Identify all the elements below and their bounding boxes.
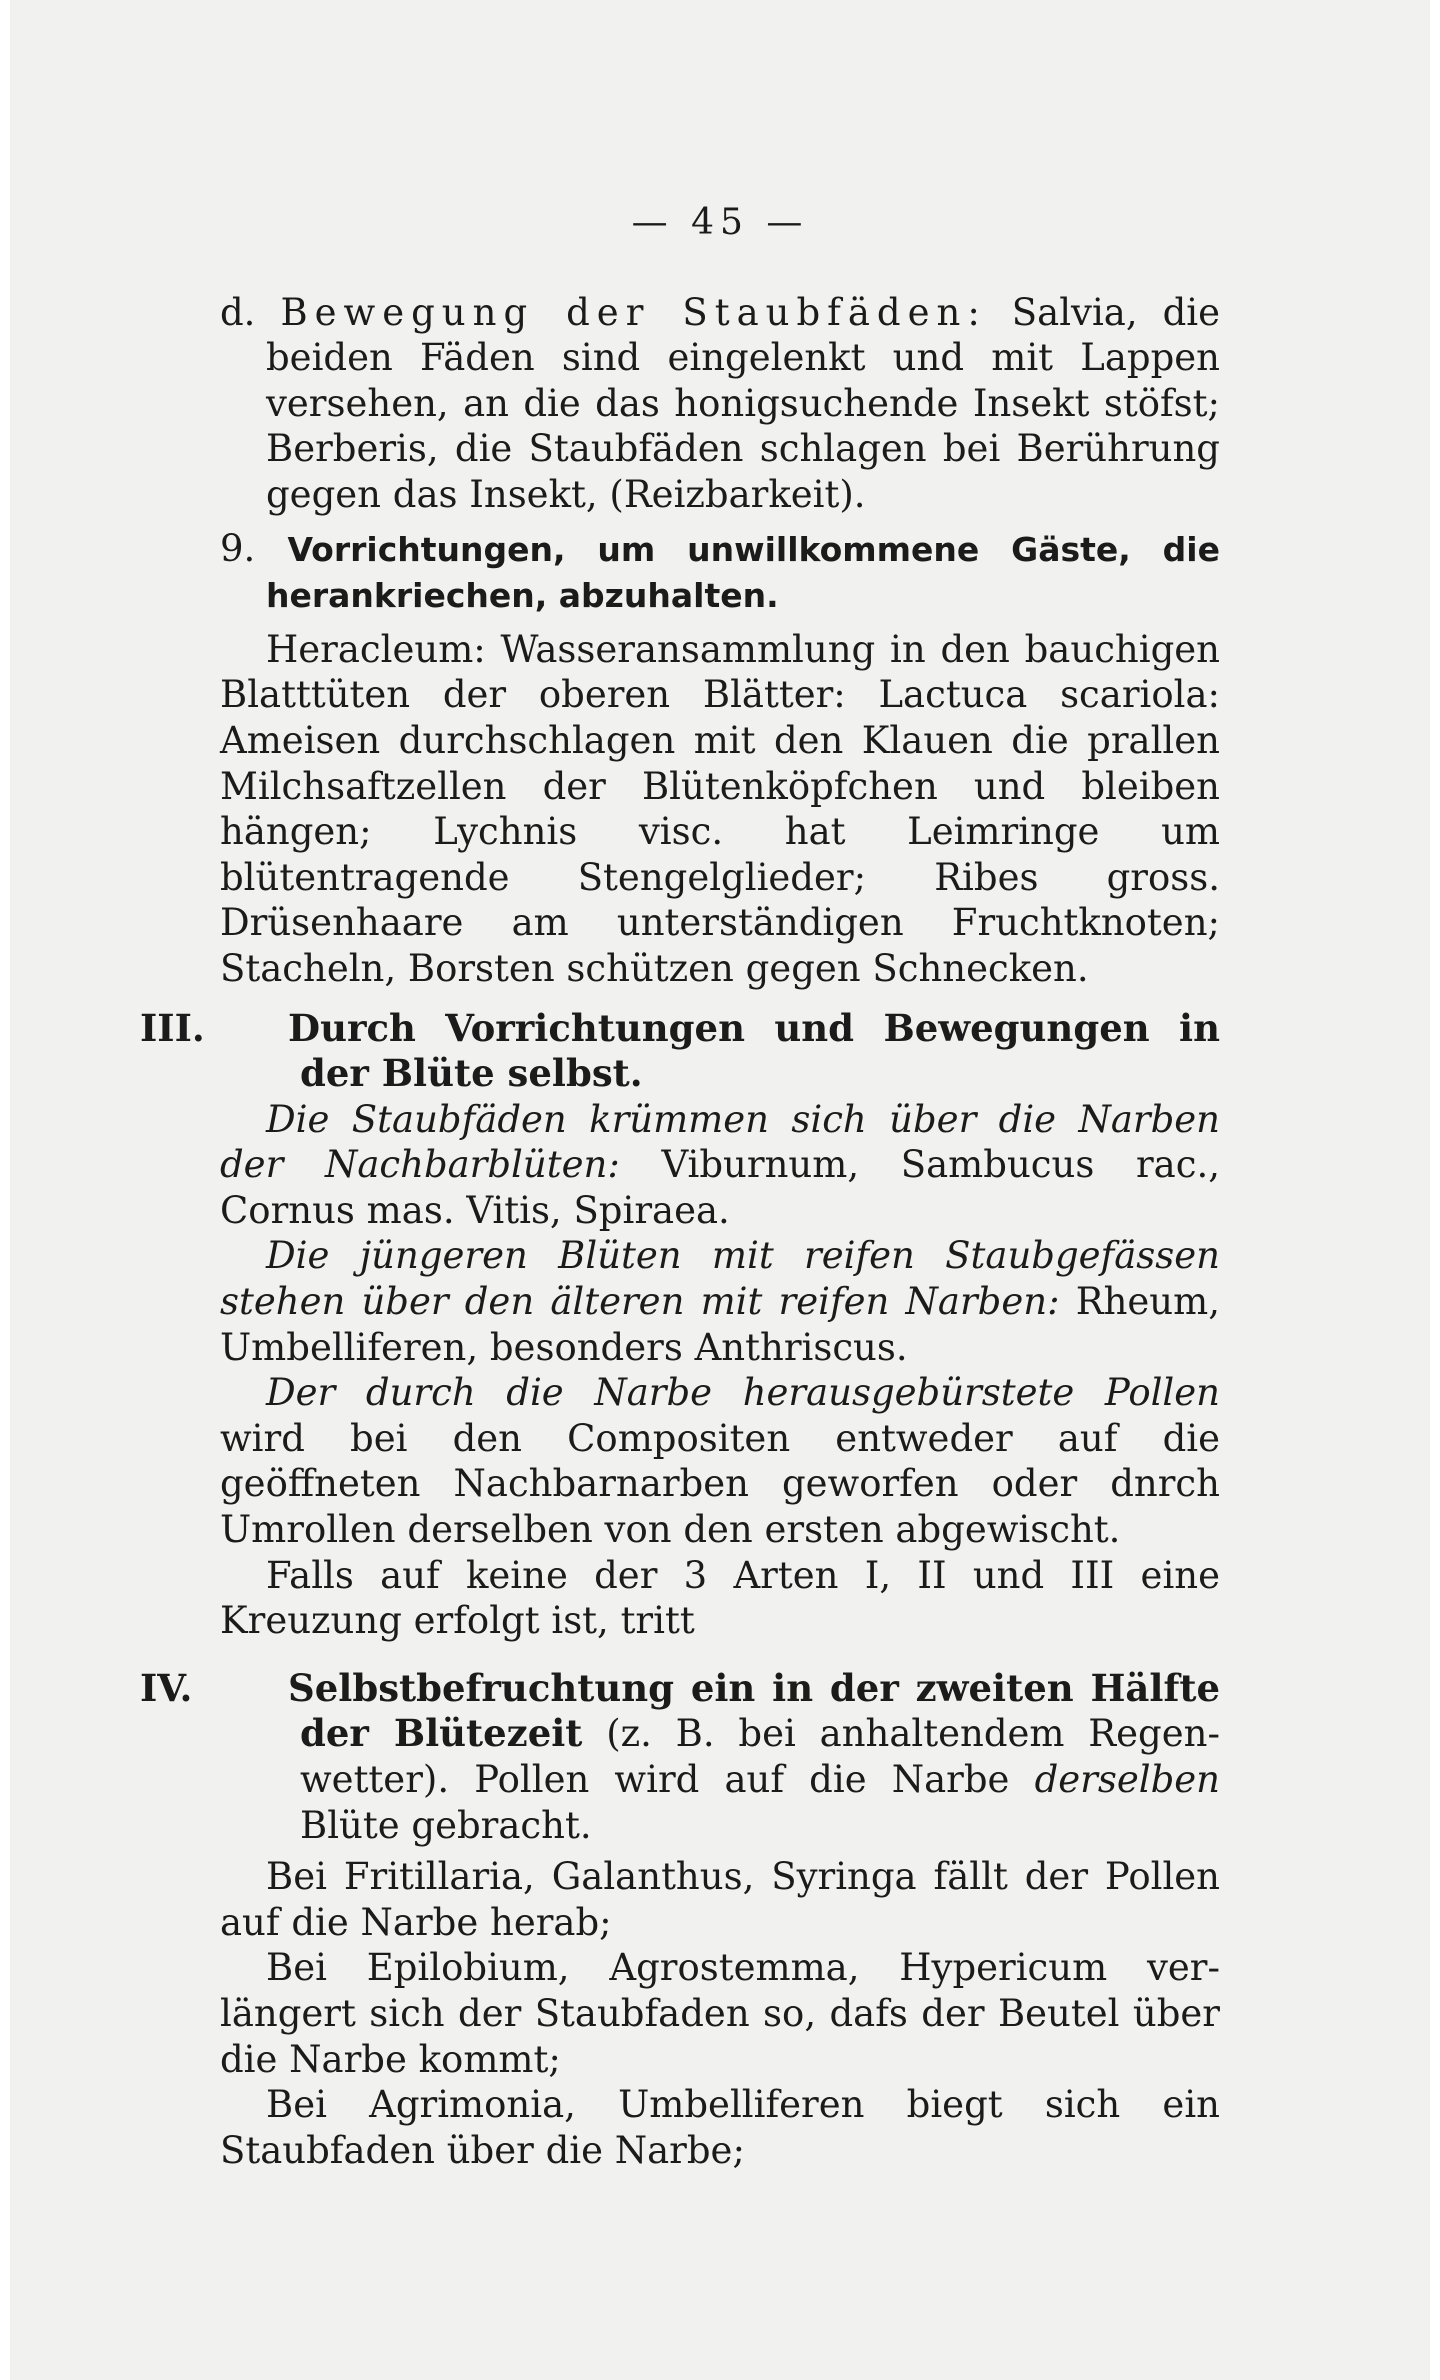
section-9-heading-line	[220, 526, 1220, 619]
section-3-numeral: III.	[140, 1005, 205, 1050]
section-4-text-b: Blüte gebracht.	[300, 1803, 592, 1847]
section-3-paragraph-4: Falls auf keine der 3 Arten I, II und III eine Kreuzung erfolgt ist, tritt	[220, 1553, 1220, 1643]
section-3-p2-text: Rheum, Umbelliferen, besonders Anthriscus.	[220, 1280, 1220, 1369]
section-4-heading-line	[140, 1665, 1220, 1848]
section-3-p2-italic: Die jüngeren Blüten mit reifen Staubgefässen stehen über den älteren mit reifen Narben:	[220, 1234, 1220, 1324]
section-3-heading: Durch Vorrichtungen und Bewegungen in der Blüte selbst.	[288, 1005, 1220, 1096]
page	[10, 0, 1430, 2380]
section-9-text: Heracleum: Wasseransammlung in den bauchigen Blatttüten der oberen Blätter: Lactuca scariola: Ameisen durchschlagen mit den Klauen die prallen Milchsaftzellen der Blütenköpfchen und bleiben hängen; Lychnis visc. hat Leimringe um blütentragende Stengelglieder; Ribes gross. Drüsenhaare am unterständigen Fruchtknoten; Stacheln, Borsten schützen gegen Schnecken.	[220, 627, 1220, 990]
section-3-paragraph-2	[220, 1233, 1220, 1370]
section-3-p1-italic: Die Staubfäden krümmen sich über die Narben der Nachbarblüten:	[220, 1097, 1220, 1187]
section-4-heading: Selbstbefruchtung ein in der zweiten Hälfte der Blütezeit	[288, 1665, 1220, 1756]
text-block	[140, 200, 1220, 2173]
section-3-paragraph-1	[220, 1097, 1220, 1234]
section-4-text-a: (z. B. bei anhaltendem Regenwetter). Pollen wird auf die Narbe	[300, 1712, 1220, 1801]
section-3-p1-text: Viburnum, Sambucus rac., Cornus mas. Vitis, Spiraea.	[220, 1143, 1220, 1232]
section-9-heading: Vorrichtungen, um unwillkommene Gäste, die herankriechen, abzuhalten.	[266, 529, 1220, 616]
section-d-text: Salvia, die beiden Fäden sind eingelenkt und mit Lappen versehen, an die das honigsuchende Insekt stöfst; Berberis, die Staubfäden schlagen bei Berührung gegen das Insekt, (Reizbarkeit).	[266, 290, 1220, 516]
section-4-paragraph-3: Bei Epilobium, Agrostemma, Hypericum verlängert sich der Staubfaden so, dafs der Beutel über die Narbe kommt;	[220, 1946, 1220, 2081]
section-4-italic: derselben	[1034, 1758, 1220, 1801]
section-4-numeral: IV.	[140, 1665, 193, 1710]
section-d-label: d.	[220, 290, 256, 334]
section-d	[220, 290, 1220, 518]
page-number: — 45 —	[631, 202, 809, 243]
section-3-p3-text: wird bei den Compositen entweder auf die geöffneten Nachbarnarben geworfen oder dnrch Umrollen derselben von den ersten abgewischt.	[220, 1416, 1220, 1552]
section-4-paragraph-4: Bei Agrimonia, Umbelliferen biegt sich ein Staubfaden über die Narbe;	[220, 2083, 1220, 2172]
section-3-paragraph-3	[220, 1370, 1220, 1552]
section-3-heading-line	[140, 1005, 1220, 1097]
section-3-p3-italic: Der durch die Narbe herausgebürstete Pollen	[266, 1371, 1220, 1415]
section-4-paragraph-2: Bei Fritillaria, Galanthus, Syringa fällt der Pollen auf die Narbe herab;	[220, 1855, 1220, 1944]
section-d-heading: Bewegung der Staubfäden:	[280, 290, 987, 334]
section-9-number: 9.	[220, 526, 256, 570]
